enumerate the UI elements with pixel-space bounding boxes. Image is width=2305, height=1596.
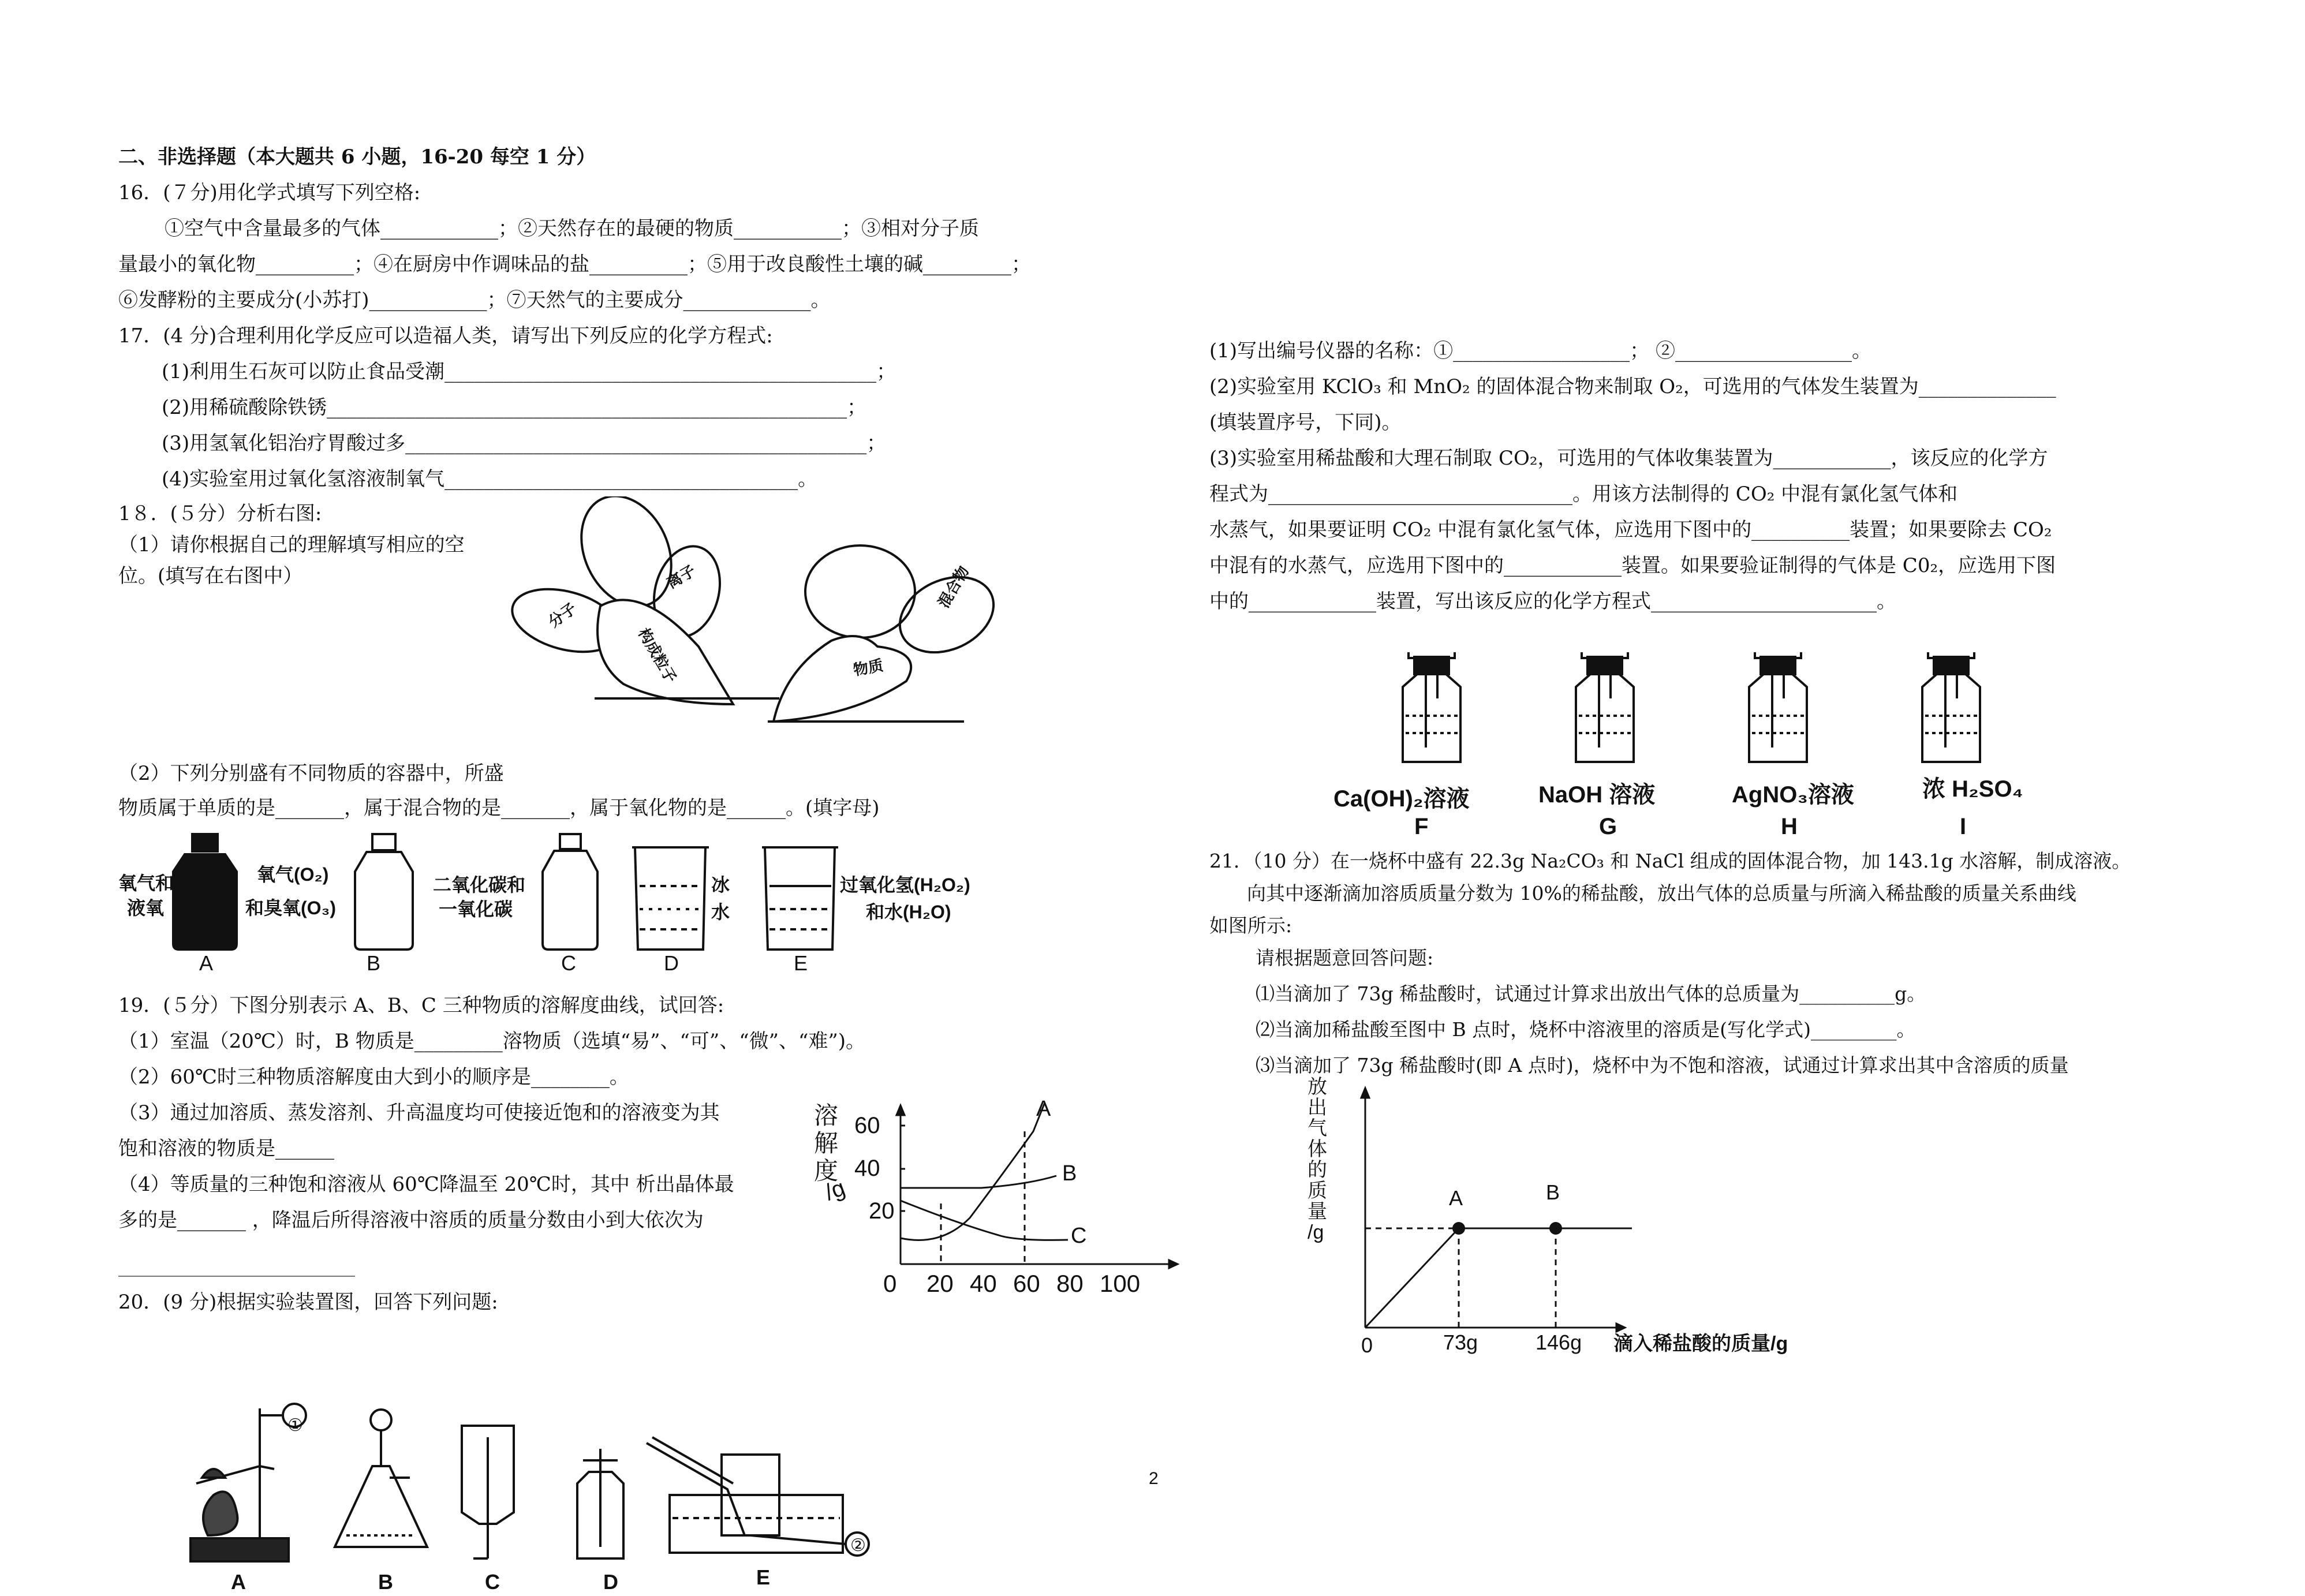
q18-part2-line-2: 物质属于单质的是_______，属于混合物的是_______，属于氧化物的是______。(填字母) <box>118 797 880 820</box>
bottle-f-label: Ca(OH)₂溶液 <box>1333 786 1470 812</box>
curve-c <box>901 1201 1068 1240</box>
cactus-label-mixture: 混合物 <box>935 563 973 611</box>
gas-chart-xtick-73g: 73g <box>1443 1330 1478 1354</box>
q18-title: 1８．(５分）分析右图: <box>118 502 322 525</box>
solubility-xtick-80: 80 <box>1056 1270 1084 1297</box>
gas-chart-xtick-146g: 146g <box>1536 1330 1582 1354</box>
bottle-f-letter: F <box>1414 814 1429 839</box>
q21-line-4: 请根据题意回答问题: <box>1256 947 1434 969</box>
bottle-g-label: NaOH 溶液 <box>1538 782 1656 808</box>
q20-item-3-line-4: 中混有的水蒸气，应选用下图中的____________装置。如果要验证制得的气体是 C0₂，应选用下图 <box>1209 554 2056 577</box>
gas-point-b-label: B <box>1546 1180 1560 1204</box>
gas-chart-origin: 0 <box>1361 1333 1373 1357</box>
q17-item-3: (3)用氢氧化铝治疗胃酸过多_______________________________________________； <box>162 432 887 455</box>
q19-item-1: （1）室温（20℃）时，B 物质是_________溶物质（选填“易”、“可”、“微”、“难”)。 <box>118 1030 866 1053</box>
apparatus-marker-2: ② <box>850 1536 866 1555</box>
q18-part2-line-1: （2）下列分别盛有不同物质的容器中，所盛 <box>118 762 504 785</box>
solubility-xtick-20: 20 <box>927 1270 954 1297</box>
q19-item-2: （2）60℃时三种物质溶解度由大到小的顺序是________。 <box>118 1066 629 1089</box>
q19-item-4-line-2: 多的是_______ ，降温后所得溶液中溶质的质量分数由小到大依次为 <box>118 1209 704 1232</box>
container-e-label-1: 过氧化氢(H₂O₂) <box>840 874 970 895</box>
footnote-rule <box>118 1276 355 1277</box>
solubility-ylabel-1: 溶 <box>814 1102 839 1129</box>
bottle-h-label: AgNO₃溶液 <box>1732 782 1854 808</box>
q21-item-1: ⑴当滴加了 73g 稀盐酸时，试通过计算求出放出气体的总质量为__________g。 <box>1256 982 1926 1005</box>
gas-point-a <box>1452 1222 1465 1235</box>
q19-item-4-line-1: （4）等质量的三种饱和溶液从 60℃降温至 20℃时，其中 析出晶体最 <box>118 1173 734 1196</box>
solubility-ytick-20: 20 <box>869 1198 895 1224</box>
container-a-label-1: 氧气和 <box>118 873 174 894</box>
q17-title: 17．(4 分)合理利用化学反应可以造福人类，请写出下列反应的化学方程式: <box>118 324 773 347</box>
container-c-letter: C <box>561 951 576 975</box>
q20-title: 20．(9 分)根据实验装置图，回答下列问题: <box>118 1291 498 1314</box>
container-e-label-2: 和水(H₂O) <box>866 902 951 922</box>
q21-line-1: 21．（10 分）在一烧杯中盛有 22.3g Na₂CO₃ 和 NaCl 组成的固体混合物，加 143.1g 水溶解，制成溶液。 <box>1209 850 2131 872</box>
q16-title: 16．(７分)用化学式填写下列空格: <box>118 181 421 204</box>
gas-point-a-label: A <box>1449 1186 1463 1210</box>
solubility-curve-c-label: C <box>1071 1224 1087 1248</box>
container-c-label-1: 二氧化碳和 <box>433 874 526 895</box>
q17-item-2: (2)用稀硫酸除铁锈_____________________________________________________； <box>162 396 867 419</box>
q18-part1-line-1: （1）请你根据自己的理解填写相应的空 <box>118 533 465 556</box>
q19-title: 19．(５分）下图分别表示 A、B、C 三种物质的溶解度曲线，试回答: <box>118 994 724 1017</box>
solubility-xtick-60: 60 <box>1013 1270 1040 1297</box>
solubility-ytick-40: 40 <box>854 1156 880 1181</box>
solubility-xtick-100: 100 <box>1100 1270 1141 1297</box>
solubility-curve-b-label: B <box>1062 1161 1077 1186</box>
gas-point-b <box>1549 1222 1562 1235</box>
cactus-label-substance: 物质 <box>851 656 885 679</box>
apparatus-letter-a: A <box>231 1570 246 1594</box>
cactus-concept-figure <box>508 496 1004 733</box>
solubility-ylabel-unit: /g <box>821 1175 849 1206</box>
q20-item-2-line-1: (2)实验室用 KClO₃ 和 MnO₂ 的固体混合物来制取 O₂，可选用的气体发生装置为______________ <box>1209 375 2056 398</box>
apparatus-letter-d: D <box>603 1570 618 1594</box>
solubility-xtick-0: 0 <box>883 1270 897 1297</box>
wash-bottles-figure <box>1374 646 2067 779</box>
apparatus-letter-e: E <box>756 1565 771 1589</box>
bottle-h-letter: H <box>1781 814 1798 839</box>
q16-line-2: 量最小的氧化物__________；④在厨房中作调味品的盐__________；⑤用于改良酸性土壤的碱_________； <box>118 253 1031 276</box>
apparatus-figure <box>173 1397 924 1587</box>
q16-line-3: ⑥发酵粉的主要成分(小苏打)____________；⑦天然气的主要成分_____________。 <box>118 289 831 312</box>
container-a-label-2: 液氧 <box>127 898 165 918</box>
q21-line-2: 向其中逐渐滴加溶质质量分数为 10%的稀盐酸，放出气体的总质量与所滴入稀盐酸的质量关系曲线 <box>1247 882 2076 904</box>
q20-item-3-line-3: 水蒸气，如果要证明 CO₂ 中混有氯化氢气体，应选用下图中的__________装置；如果要除去 CO₂ <box>1209 518 2052 541</box>
page-number: 2 <box>1149 1469 1159 1488</box>
bottle-i-letter: I <box>1960 814 1967 839</box>
apparatus-letter-b: B <box>378 1570 393 1594</box>
q21-line-3: 如图所示: <box>1209 914 1292 937</box>
q19-item-3-line-1: （3）通过加溶质、蒸发溶剂、升高温度均可使接近饱和的溶液变为其 <box>118 1101 720 1124</box>
container-b-label-2: 和臭氧(O₃) <box>245 898 337 918</box>
gas-chart-ylabel: 放 出 气 体 的 质 量 /g <box>1307 1076 1327 1243</box>
cactus-label-ion: 离子 <box>664 562 699 592</box>
q16-line-1: ①空气中含量最多的气体____________；②天然存在的最硬的物质___________；③相对分子质 <box>165 217 979 240</box>
gas-line-rise <box>1365 1228 1459 1328</box>
solubility-ytick-60: 60 <box>854 1113 880 1138</box>
q19-item-3-line-2: 饱和溶液的物质是______ <box>118 1137 334 1160</box>
q20-item-3-line-2: 程式为_______________________________。用该方法制得的 CO₂ 中混有氯化氢气体和 <box>1209 483 1958 506</box>
cactus-label-particles: 构成粒子 <box>634 625 680 686</box>
bottle-g-letter: G <box>1599 814 1617 839</box>
container-d-label-1: 冰 <box>711 874 730 895</box>
apparatus-marker-1: ① <box>287 1416 303 1435</box>
curve-a <box>901 1102 1045 1240</box>
q17-item-4: (4)实验室用过氧化氢溶液制氧气____________________________________。 <box>162 468 818 491</box>
q20-item-3-line-5: 中的_____________装置，写出该反应的化学方程式_______________________。 <box>1209 590 1896 613</box>
gas-chart-xlabel: 滴入稀盐酸的质量/g <box>1613 1333 1788 1355</box>
solubility-ylabel-2: 解 <box>814 1130 839 1157</box>
container-a-letter: A <box>199 951 214 975</box>
q17-item-1: (1)利用生石灰可以防止食品受潮____________________________________________； <box>162 360 896 383</box>
cactus-label-molecule: 分子 <box>545 599 580 631</box>
q18-part1-line-2: 位。(填写在右图中） <box>118 565 303 588</box>
q21-item-3: ⑶当滴加了 73g 稀盐酸时(即 A 点时)，烧杯中为不饱和溶液，试通过计算求出其中含溶质的质量 <box>1256 1054 2069 1077</box>
container-e-letter: E <box>794 951 808 975</box>
apparatus-letter-c: C <box>485 1570 500 1594</box>
container-b-label-1: 氧气(O₂) <box>257 864 329 885</box>
solubility-curve-a-label: A <box>1036 1097 1051 1121</box>
container-b-letter: B <box>367 951 381 975</box>
container-d-letter: D <box>664 951 679 975</box>
q20-item-2-line-2: (填装置序号，下同)。 <box>1209 411 1402 434</box>
bottle-i-label: 浓 H₂SO₄ <box>1922 776 2023 802</box>
solubility-xtick-40: 40 <box>970 1270 997 1297</box>
q20-item-1: (1)写出编号仪器的名称：①__________________； ②__________________。 <box>1209 339 1871 362</box>
q21-item-2: ⑵当滴加稀盐酸至图中 B 点时，烧杯中溶液里的溶质是(写化学式)_________。 <box>1256 1018 1916 1041</box>
section-heading: 二、非选择题（本大题共 6 小题，16-20 每空 1 分） <box>118 145 596 169</box>
gas-mass-chart <box>1345 1074 1668 1351</box>
container-d-label-2: 水 <box>711 902 730 922</box>
solubility-ylabel-3: 度 <box>814 1157 839 1184</box>
curve-b <box>901 1176 1056 1188</box>
q20-item-3-line-1: (3)实验室用稀盐酸和大理石制取 CO₂，可选用的气体收集装置为____________，该反应的化学方 <box>1209 447 2048 470</box>
container-c-label-2: 一氧化碳 <box>439 899 513 920</box>
